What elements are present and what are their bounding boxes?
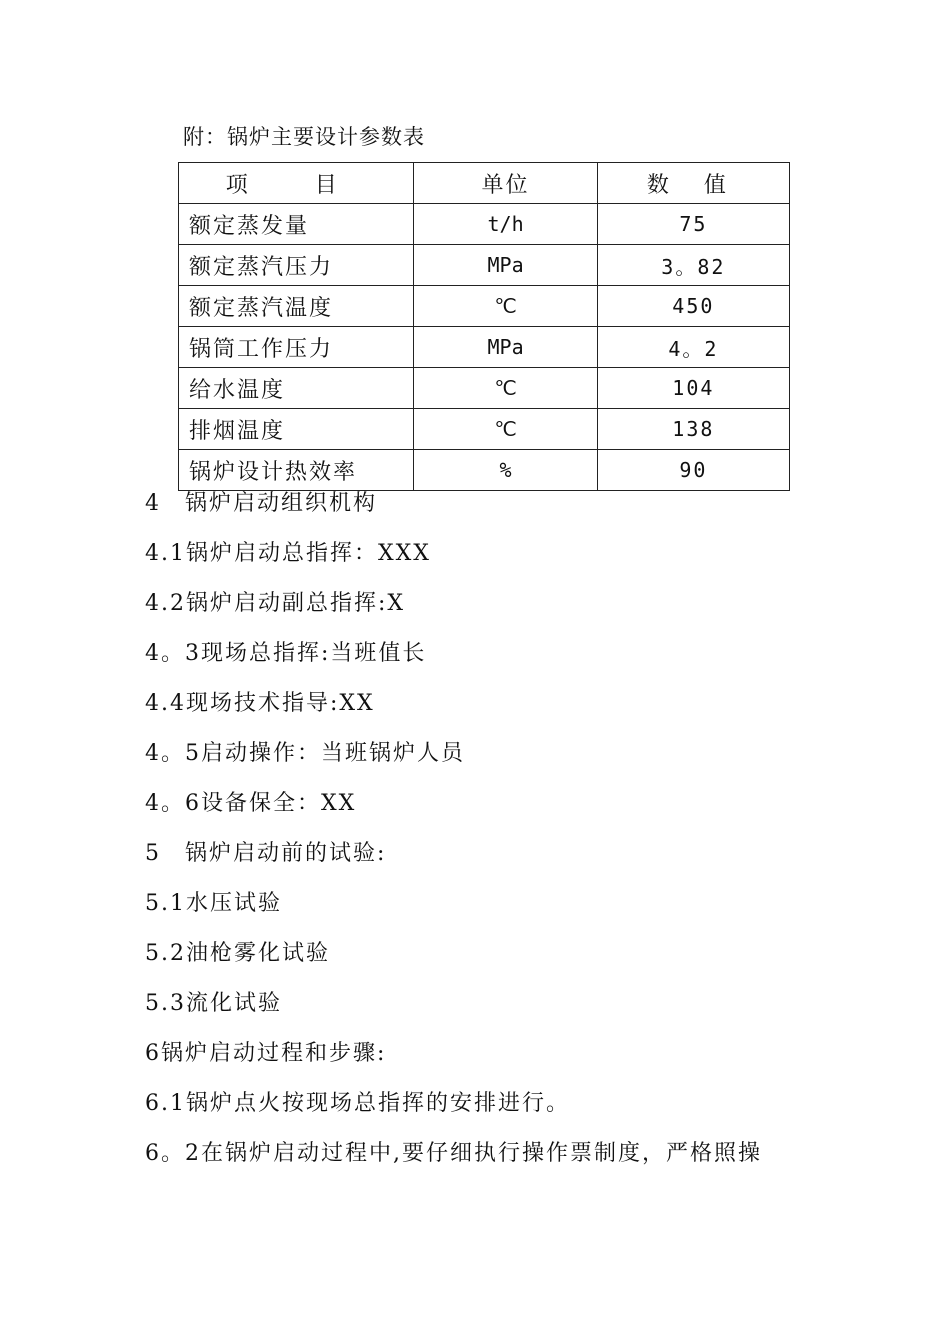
row-item: 额定蒸汽温度 [179,286,414,327]
row-unit: ℃ [414,286,597,327]
row-unit: MPa [414,245,597,286]
section-heading-6: 6锅炉启动过程和步骤: [145,1041,387,1066]
table-caption: 附：锅炉主要设计参数表 [183,125,425,149]
table-row [179,368,790,409]
paragraph-6-2: 6。2在锅炉启动过程中,要仔细执行操作票制度，严格照操 [145,1141,762,1166]
row-value: 104 [597,368,789,409]
paragraph-5-1: 5.1水压试验 [145,891,282,916]
header-unit: 单位 [414,163,597,204]
paragraph-4-1: 4.1锅炉启动总指挥：XXX [145,541,431,566]
table-row [179,286,790,327]
table-row [179,245,790,286]
row-item: 给水温度 [179,368,414,409]
paragraph-4-3: 4。3现场总指挥:当班值长 [145,641,427,666]
row-unit: ℃ [414,368,597,409]
table-row [179,409,790,450]
section-heading-4: 4 锅炉启动组织机构 [145,491,377,516]
row-value: 3。82 [597,245,789,286]
table-header-row [179,163,790,204]
design-parameters-table [178,162,790,491]
row-item: 锅筒工作压力 [179,327,414,368]
row-item: 额定蒸发量 [179,204,414,245]
row-value: 138 [597,409,789,450]
header-value: 数 值 [597,163,789,204]
paragraph-5-2: 5.2油枪雾化试验 [145,941,330,966]
row-unit: MPa [414,327,597,368]
row-item: 锅炉设计热效率 [179,450,414,491]
paragraph-4-5: 4。5启动操作：当班锅炉人员 [145,741,465,766]
paragraph-5-3: 5.3流化试验 [145,991,282,1016]
row-value: 90 [597,450,789,491]
row-unit: % [414,450,597,491]
paragraph-4-6: 4。6设备保全：XX [145,791,357,816]
table-row [179,204,790,245]
row-unit: ℃ [414,409,597,450]
row-value: 75 [597,204,789,245]
paragraph-6-1: 6.1锅炉点火按现场总指挥的安排进行。 [145,1091,570,1116]
row-value: 4。2 [597,327,789,368]
section-heading-5: 5 锅炉启动前的试验: [145,841,387,866]
table-row [179,327,790,368]
row-unit: t/h [414,204,597,245]
paragraph-4-2: 4.2锅炉启动副总指挥:X [145,591,406,616]
header-item: 项 目 [179,163,414,204]
row-item: 额定蒸汽压力 [179,245,414,286]
table-row [179,450,790,491]
row-item: 排烟温度 [179,409,414,450]
body-text [145,486,845,1186]
row-value: 450 [597,286,789,327]
paragraph-4-4: 4.4现场技术指导:XX [145,691,375,716]
